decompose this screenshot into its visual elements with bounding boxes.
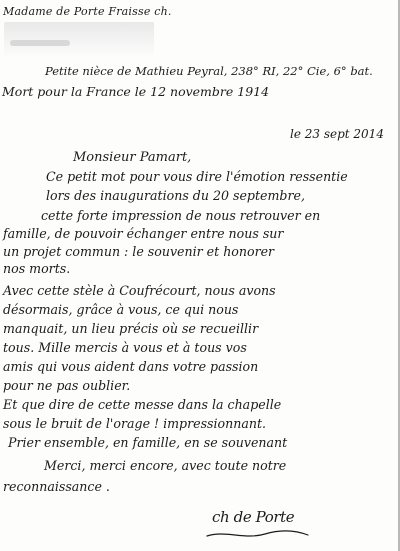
letter-line: Et que dire de cette messe dans la chapelle bbox=[3, 397, 282, 412]
sender-name: Madame de Porte Fraisse ch. bbox=[3, 5, 172, 18]
letter-line: Avec cette stèle à Coufrécourt, nous avons bbox=[3, 283, 276, 298]
letter-line: désormais, grâce à vous, ce qui nous bbox=[3, 302, 239, 317]
letter-line: Ce petit mot pour vous dire l'émotion ressentie bbox=[46, 169, 348, 184]
letter-line: Merci, merci encore, avec toute notre bbox=[44, 458, 287, 473]
letter-line: nos morts. bbox=[3, 261, 71, 276]
letter-line: sous le bruit de l'orage ! impressionnant. bbox=[3, 416, 267, 431]
letter-line: famille, de pouvoir échanger entre nous sur bbox=[3, 226, 284, 241]
letter-line: amis qui vous aident dans votre passion bbox=[3, 359, 259, 374]
letter-line: Prier ensemble, en famille, en se souvenant bbox=[8, 435, 288, 450]
letter-line: tous. Mille mercis à vous et à tous vos bbox=[3, 340, 247, 355]
letter-line: manquait, un lieu précis où se recueillir bbox=[3, 321, 259, 336]
letter-date: le 23 sept 2014 bbox=[290, 127, 384, 141]
death-notice: Mort pour la France le 12 novembre 1914 bbox=[2, 84, 270, 99]
letter-line: lors des inaugurations du 20 septembre, bbox=[46, 188, 305, 203]
letter-line: reconnaissance . bbox=[3, 479, 110, 494]
letter-line: pour ne pas oublier. bbox=[3, 378, 131, 393]
relation-line: Petite nièce de Mathieu Peyral, 238° RI, 22° Cie, 6° bat. bbox=[45, 64, 373, 78]
signature: ch de Porte bbox=[212, 508, 295, 526]
redacted-area bbox=[4, 22, 154, 58]
salutation: Monsieur Pamart, bbox=[73, 150, 192, 165]
letter-line: cette forte impression de nous retrouver en bbox=[41, 208, 321, 223]
letter-line: un projet commun : le souvenir et honorer bbox=[3, 244, 275, 259]
signature-flourish bbox=[205, 528, 310, 540]
